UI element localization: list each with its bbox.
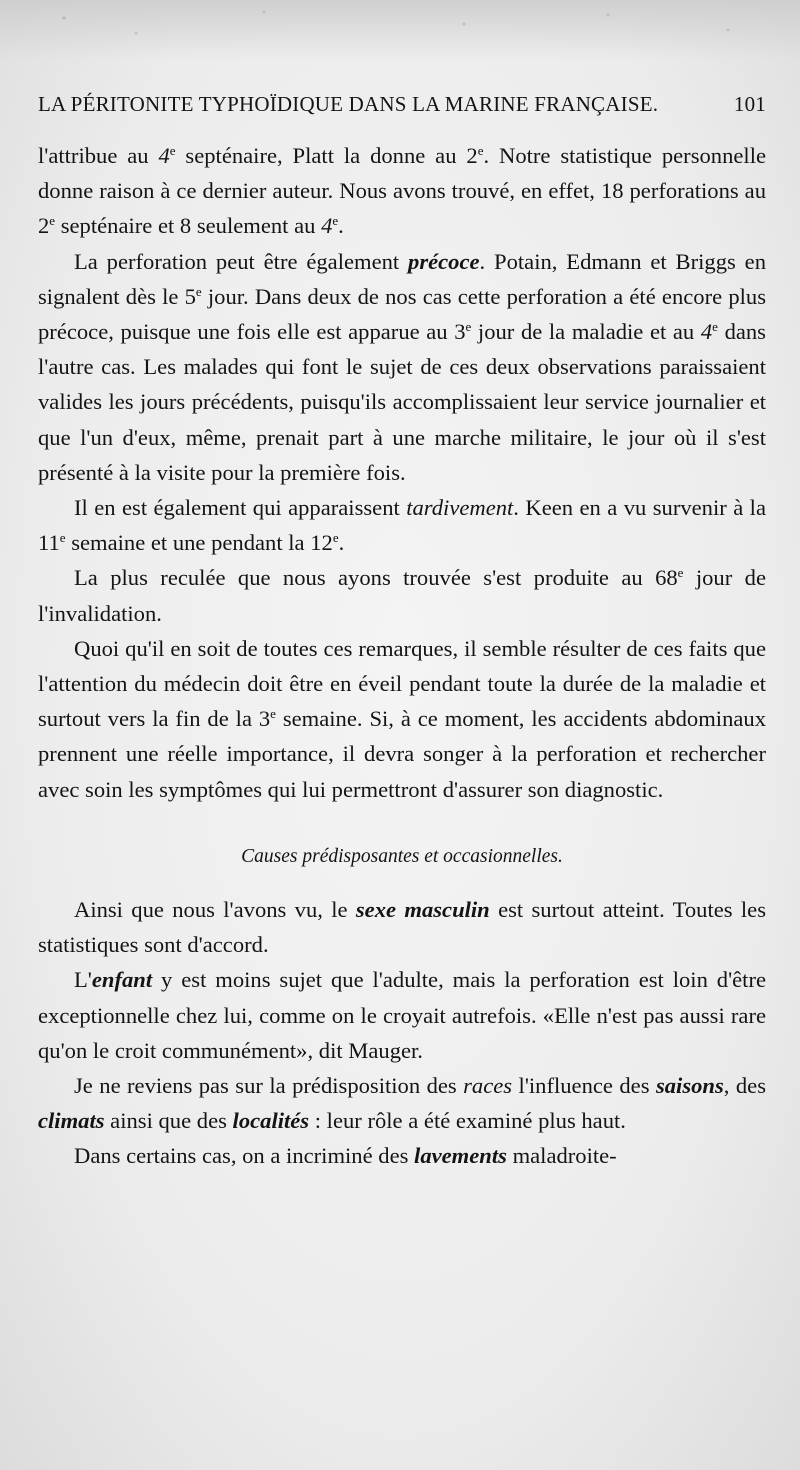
paragraph-8: Je ne reviens pas sur la prédisposition des races l'influence des saisons, des climats ainsi que des localités : leur rôle a été examiné plus haut. bbox=[38, 1073, 766, 1134]
section-spacer-2 bbox=[38, 874, 766, 892]
paragraph-1: l'attribue au 4e septénaire, Platt la donne au 2e. Notre statistique personnelle donne raison à ce dernier auteur. Nous avons trouvé, en effet, 18 perforations au 2e septénaire et 8 seulement au 4e. bbox=[38, 143, 766, 239]
paragraph-6: Ainsi que nous l'avons vu, le sexe masculin est surtout atteint. Toutes les statistiques sont d'accord. bbox=[38, 897, 766, 958]
paragraph-7: L'enfant y est moins sujet que l'adulte, mais la perforation est loin d'être exceptionnelle chez lui, comme on le croyait autrefois. «Elle n'est pas aussi rare qu'on le croit communément», dit Mauger. bbox=[38, 967, 766, 1063]
paragraph-5: Quoi qu'il en soit de toutes ces remarques, il semble résulter de ces faits que l'attention du médecin doit être en éveil pendant toute la durée de la maladie et surtout vers la fin de la 3e semaine. Si, à ce moment, les accidents abdominaux prennent une réelle importance, il devra songer à la perforation et rechercher avec soin les symptômes qui lui permettront d'assurer son diagnostic. bbox=[38, 635, 766, 802]
section-spacer bbox=[38, 807, 766, 839]
paragraph-3: Il en est également qui apparaissent tardivement. Keen en a vu survenir à la 11e semaine et une pendant la 12e. bbox=[38, 495, 766, 556]
body-text bbox=[38, 138, 766, 1174]
paragraph-9: Dans certains cas, on a incriminé des lavements maladroite- bbox=[74, 1143, 617, 1169]
running-header bbox=[38, 92, 766, 117]
section-title: Causes prédisposantes et occasionnelles. bbox=[241, 845, 563, 867]
scan-noise bbox=[0, 0, 800, 60]
running-title: LA PÉRITONITE TYPHOÏDIQUE DANS LA MARINE FRANÇAISE. bbox=[38, 92, 659, 116]
paragraph-4: La plus reculée que nous ayons trouvée s'est produite au 68e jour de l'invalidation. bbox=[38, 565, 766, 626]
page-number: 101 bbox=[733, 92, 766, 116]
paragraph-2: La perforation peut être également précoce. Potain, Edmann et Briggs en signalent dès le 5e jour. Dans deux de nos cas cette perforation a été encore plus précoce, puisque une fois elle est apparue au 3e jour de la maladie et au 4e dans l'autre cas. Les malades qui font le sujet de ces deux observations paraissaient valides les jours précédents, puisqu'ils accomplissaient leur service journalier et que l'un d'eux, même, prenait part à une marche militaire, le jour où il s'est présenté à la visite pour la première fois. bbox=[38, 248, 766, 485]
